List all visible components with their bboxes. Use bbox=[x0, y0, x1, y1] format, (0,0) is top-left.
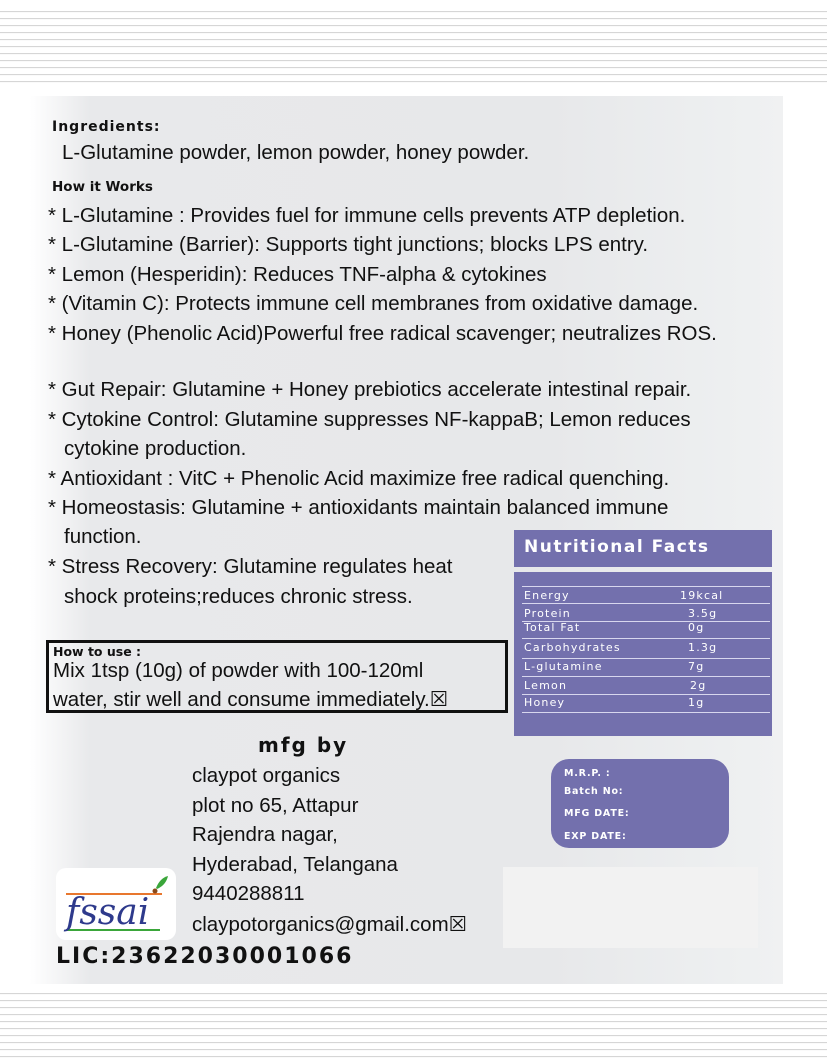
nutrient-value: 2g bbox=[690, 679, 707, 692]
nutrient-label: Lemon bbox=[524, 679, 568, 692]
how-it-works-item: * Lemon (Hesperidin): Reduces TNF-alpha & cytokines bbox=[48, 263, 547, 286]
benefit-item: * Antioxidant : VitC + Phenolic Acid maximize free radical quenching. bbox=[48, 467, 670, 490]
how-it-works-item: * L-Glutamine (Barrier): Supports tight junctions; blocks LPS entry. bbox=[48, 233, 649, 256]
benefit-item-continued: shock proteins;reduces chronic stress. bbox=[64, 585, 413, 608]
nutrition-row bbox=[522, 639, 770, 659]
license-number: LIC:23622030001066 bbox=[56, 944, 354, 969]
batch-info-box bbox=[551, 759, 729, 848]
mfg-line: Hyderabad, Telangana bbox=[192, 853, 398, 876]
mrp-label: M.R.P. : bbox=[564, 768, 611, 779]
how-it-works-heading: How it Works bbox=[52, 179, 153, 195]
how-to-use-heading: How to use : bbox=[53, 644, 142, 659]
benefit-item-continued: cytokine production. bbox=[64, 437, 247, 460]
benefit-item: * Gut Repair: Glutamine + Honey prebiotics accelerate intestinal repair. bbox=[48, 378, 692, 401]
nutrient-value: 0g bbox=[688, 621, 705, 634]
logo-text: fssai bbox=[66, 892, 150, 933]
how-to-use-box bbox=[46, 640, 508, 713]
decorative-stripes-bottom bbox=[0, 988, 827, 1063]
how-it-works-item: * Honey (Phenolic Acid)Powerful free radical scavenger; neutralizes ROS. bbox=[48, 322, 717, 345]
leaf-icon bbox=[156, 876, 168, 889]
blank-area bbox=[503, 867, 758, 948]
benefit-item: * Homeostasis: Glutamine + antioxidants maintain balanced immune bbox=[48, 496, 669, 519]
nutrient-value: 1g bbox=[688, 696, 705, 709]
fssai-logo-graphic bbox=[56, 868, 176, 940]
mfg-heading: mfg by bbox=[258, 733, 349, 757]
logo-dot bbox=[153, 889, 158, 894]
how-it-works-item: * L-Glutamine : Provides fuel for immune cells prevents ATP depletion. bbox=[48, 204, 686, 227]
nutrition-row bbox=[522, 677, 770, 695]
ingredients-text: L-Glutamine powder, lemon powder, honey powder. bbox=[62, 141, 530, 164]
nutrient-value: 19kcal bbox=[680, 589, 724, 602]
nutrition-table bbox=[514, 572, 772, 736]
nutrient-value: 3.5g bbox=[688, 607, 718, 620]
nutrition-row bbox=[522, 605, 770, 622]
nutrition-row bbox=[522, 659, 770, 677]
benefit-item: * Cytokine Control: Glutamine suppresses NF-kappaB; Lemon reduces bbox=[48, 408, 691, 431]
nutrition-title: Nutritional Facts bbox=[524, 537, 710, 557]
mfg-email: claypotorganics@gmail.com☒ bbox=[192, 913, 468, 936]
nutrient-label: Carbohydrates bbox=[524, 641, 621, 654]
benefit-item-continued: function. bbox=[64, 525, 142, 548]
nutrition-title-bar bbox=[514, 530, 772, 567]
mfg-date-label: MFG DATE: bbox=[564, 808, 630, 819]
nutrient-label: Honey bbox=[524, 696, 566, 709]
nutrient-label: L-glutamine bbox=[524, 660, 603, 673]
how-to-use-line: Mix 1tsp (10g) of powder with 100-120ml bbox=[53, 659, 424, 682]
mfg-line: claypot organics bbox=[192, 764, 341, 787]
nutrition-top-rule bbox=[522, 586, 770, 587]
nutrient-value: 7g bbox=[688, 660, 705, 673]
exp-date-label: EXP DATE: bbox=[564, 831, 627, 842]
benefit-item: * Stress Recovery: Glutamine regulates heat bbox=[48, 555, 453, 578]
mfg-phone: 9440288811 bbox=[192, 882, 305, 905]
nutrition-row bbox=[522, 622, 770, 639]
nutrient-value: 1.3g bbox=[688, 641, 718, 654]
nutrient-label: Energy bbox=[524, 589, 570, 602]
nutrient-label: Total Fat bbox=[524, 621, 581, 634]
how-to-use-line: water, stir well and consume immediately.☒ bbox=[53, 688, 449, 711]
nutrient-label: Protein bbox=[524, 607, 571, 620]
decorative-stripes-top bbox=[0, 6, 827, 88]
nutrition-row bbox=[522, 695, 770, 713]
batch-no-label: Batch No: bbox=[564, 786, 624, 797]
nutrition-row bbox=[522, 588, 770, 604]
ingredients-heading: Ingredients: bbox=[52, 119, 161, 135]
fssai-logo bbox=[56, 868, 176, 940]
mfg-line: Rajendra nagar, bbox=[192, 823, 338, 846]
mfg-line: plot no 65, Attapur bbox=[192, 794, 359, 817]
how-it-works-item: * (Vitamin C): Protects immune cell membranes from oxidative damage. bbox=[48, 292, 699, 315]
